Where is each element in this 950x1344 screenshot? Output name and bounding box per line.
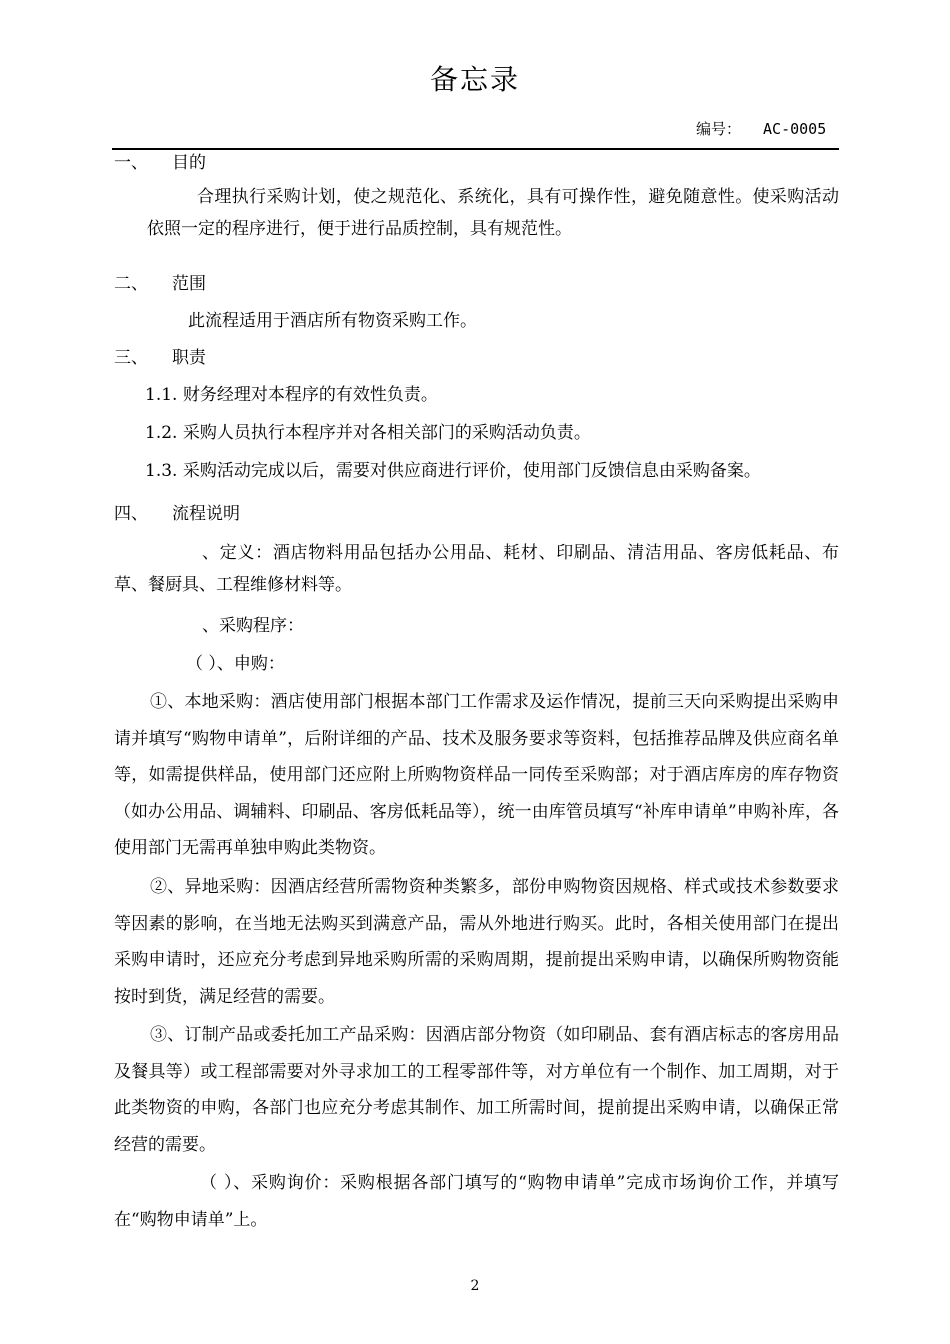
section-4-title: 流程说明 (172, 504, 240, 524)
apply-heading: （ ）、申购： (186, 654, 285, 674)
responsibility-item-3: 1.3. 采购活动完成以后，需要对供应商进行评价，使用部门反馈信息由采购备案。 (145, 461, 761, 481)
header-divider (112, 148, 839, 150)
section-2-body: 此流程适用于酒店所有物资采购工作。 (188, 311, 477, 331)
remote-purchase-paragraph: ②、异地采购：因酒店经营所需物资种类繁多，部份申购物资因规格、样式或技术参数要求等因素的影响，在当地无法购买到满意产品，需从外地进行购买。此时，各相关使用部门在提出采购申请时，还应充分考虑到异地采购所需的采购周期，提前提出采购申请，以确保所购物资能按时到货，满足经营的需要。 (114, 877, 839, 1007)
document-number-value: AC-0005 (763, 120, 827, 138)
section-3-number: 三、 (114, 348, 148, 368)
local-purchase-paragraph: ①、本地采购：酒店使用部门根据本部门工作需求及运作情况，提前三天向采购提出采购申请并填写“购物申请单”，后附详细的产品、技术及服务要求等资料，包括推荐品牌及供应商名单等，如需提供样品，使用部门还应附上所购物资样品一同传至采购部；对于酒店库房的库存物资（如办公用品、调辅料、印刷品、客房低耗品等），统一由库管员填写“补库申请单”申购补库，各使用部门无需再单独申购此类物资。 (114, 692, 839, 858)
inquiry-paragraph: （ ）、采购询价：采购根据各部门填写的“购物申请单”完成市场询价工作，并填写在“购物申请单”上。 (114, 1173, 839, 1230)
document-number-label: 编号： (696, 120, 742, 138)
responsibility-item-2: 1.2. 采购人员执行本程序并对各相关部门的采购活动负责。 (145, 423, 591, 443)
definition-paragraph: 、定义：酒店物料用品包括办公用品、耗材、印刷品、清洁用品、客房低耗品、布草、餐厨具、工程维修材料等。 (114, 543, 839, 595)
section-1-number: 一、 (114, 153, 148, 173)
section-1-title: 目的 (172, 153, 206, 173)
section-2-title: 范围 (172, 274, 206, 294)
document-number (696, 118, 826, 139)
procedure-heading: 、采购程序： (202, 616, 304, 636)
section-1-body: 合理执行采购计划，使之规范化、系统化，具有可操作性，避免随意性。使采购活动依照一定的程序进行，便于进行品质控制，具有规范性。 (147, 187, 839, 239)
page-title: 备忘录 (429, 63, 520, 96)
section-2-number: 二、 (114, 274, 148, 294)
section-4-number: 四、 (114, 504, 148, 524)
custom-purchase-paragraph: ③、订制产品或委托加工产品采购：因酒店部分物资（如印刷品、套有酒店标志的客房用品及餐具等）或工程部需要对外寻求加工的工程零部件等，对方单位有一个制作、加工周期，对于此类物资的申购，各部门也应充分考虑其制作、加工所需时间，提前提出采购申请，以确保正常经营的需要。 (114, 1025, 839, 1155)
section-3-title: 职责 (172, 348, 206, 368)
responsibility-item-1: 1.1. 财务经理对本程序的有效性负责。 (145, 385, 438, 405)
page-number: 2 (470, 1278, 480, 1294)
